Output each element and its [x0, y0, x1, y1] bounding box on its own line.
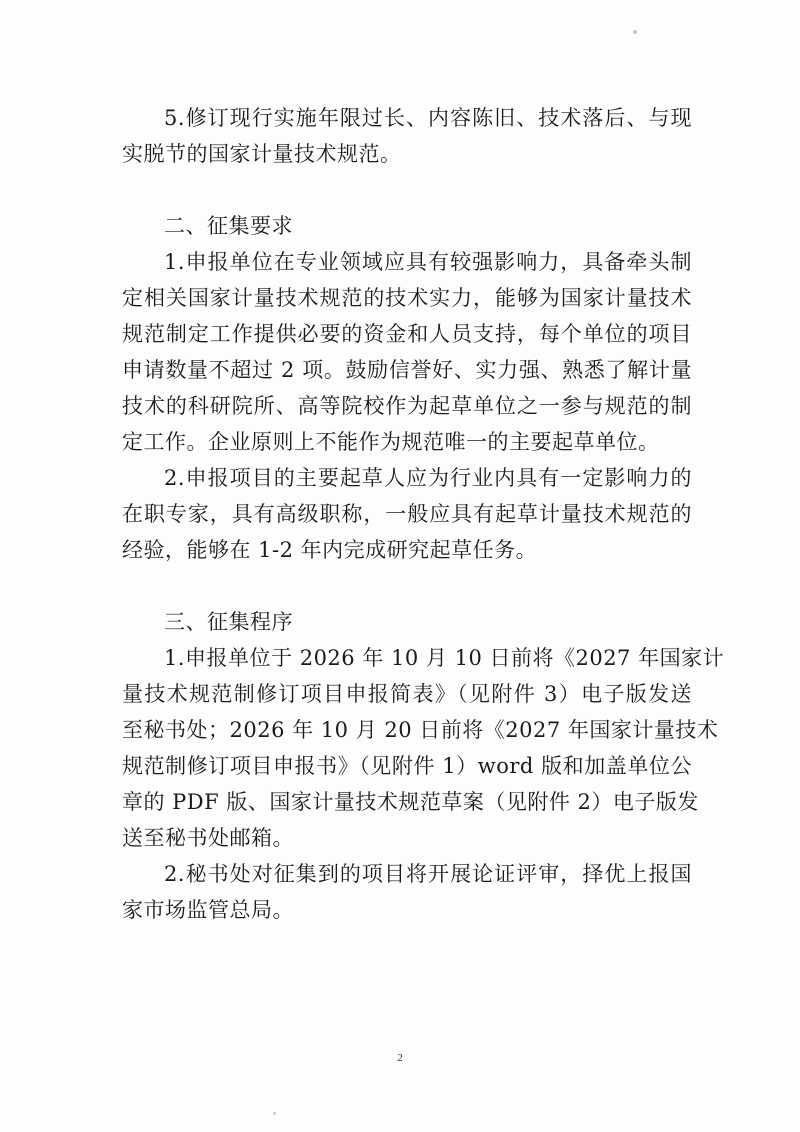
- paragraph-line: 实脱节的国家计量技术规范。: [122, 142, 402, 166]
- paragraph-line: 送至秘书处邮箱。: [122, 826, 294, 850]
- paragraph-line: 经验，能够在 1-2 年内完成研究起草任务。: [122, 538, 538, 562]
- item-5-paragraph: [122, 100, 692, 172]
- paragraph-line: 1.申报单位在专业领域应具有较强影响力，具备牵头制: [164, 250, 692, 274]
- paragraph-line: 2.秘书处对征集到的项目将开展论证评审，择优上报国: [164, 862, 692, 886]
- document-body: [122, 100, 725, 928]
- paragraph-line: 1.申报单位于 2026 年 10 月 10 日前将《2027 年国家计: [164, 646, 725, 670]
- paragraph-line: 家市场监管总局。: [122, 898, 294, 922]
- section-2-paragraph-2: [122, 460, 692, 568]
- paragraph-line: 至秘书处；2026 年 10 月 20 日前将《2027 年国家计量技术: [122, 718, 719, 742]
- section-heading-3: 三、征集程序: [164, 610, 293, 634]
- paragraph-line: 定工作。企业原则上不能作为规范唯一的主要起草单位。: [122, 430, 660, 454]
- paragraph-gap: [122, 568, 692, 604]
- scan-speck: [273, 1112, 276, 1115]
- section-3-paragraph-2: [122, 856, 692, 928]
- section-heading-2: 二、征集要求: [164, 214, 293, 238]
- page-number: 2: [397, 1052, 403, 1064]
- section-3-paragraph-1: [122, 640, 725, 856]
- paragraph-line: 定相关国家计量技术规范的技术实力，能够为国家计量技术: [122, 286, 692, 310]
- paragraph-line: 申请数量不超过 2 项。鼓励信誉好、实力强、熟悉了解计量: [122, 358, 692, 382]
- paragraph-line: 章的 PDF 版、国家计量技术规范草案（见附件 2）电子版发: [122, 790, 699, 814]
- paragraph-line: 在职专家，具有高级职称，一般应具有起草计量技术规范的: [122, 502, 692, 526]
- paragraph-line: 量技术规范制修订项目申报简表》（见附件 3）电子版发送: [122, 682, 692, 706]
- scan-speck: [633, 30, 637, 34]
- paragraph-line: 技术的科研院所、高等院校作为起草单位之一参与规范的制: [122, 394, 692, 418]
- paragraph-line: 5.修订现行实施年限过长、内容陈旧、技术落后、与现: [164, 106, 692, 130]
- paragraph-gap: [122, 172, 692, 208]
- paragraph-line: 规范制定工作提供必要的资金和人员支持，每个单位的项目: [122, 322, 692, 346]
- paragraph-line: 规范制修订项目申报书》（见附件 1）word 版和加盖单位公: [122, 754, 692, 778]
- paragraph-line: 2.申报项目的主要起草人应为行业内具有一定影响力的: [164, 466, 692, 490]
- section-2-paragraph-1: [122, 244, 692, 460]
